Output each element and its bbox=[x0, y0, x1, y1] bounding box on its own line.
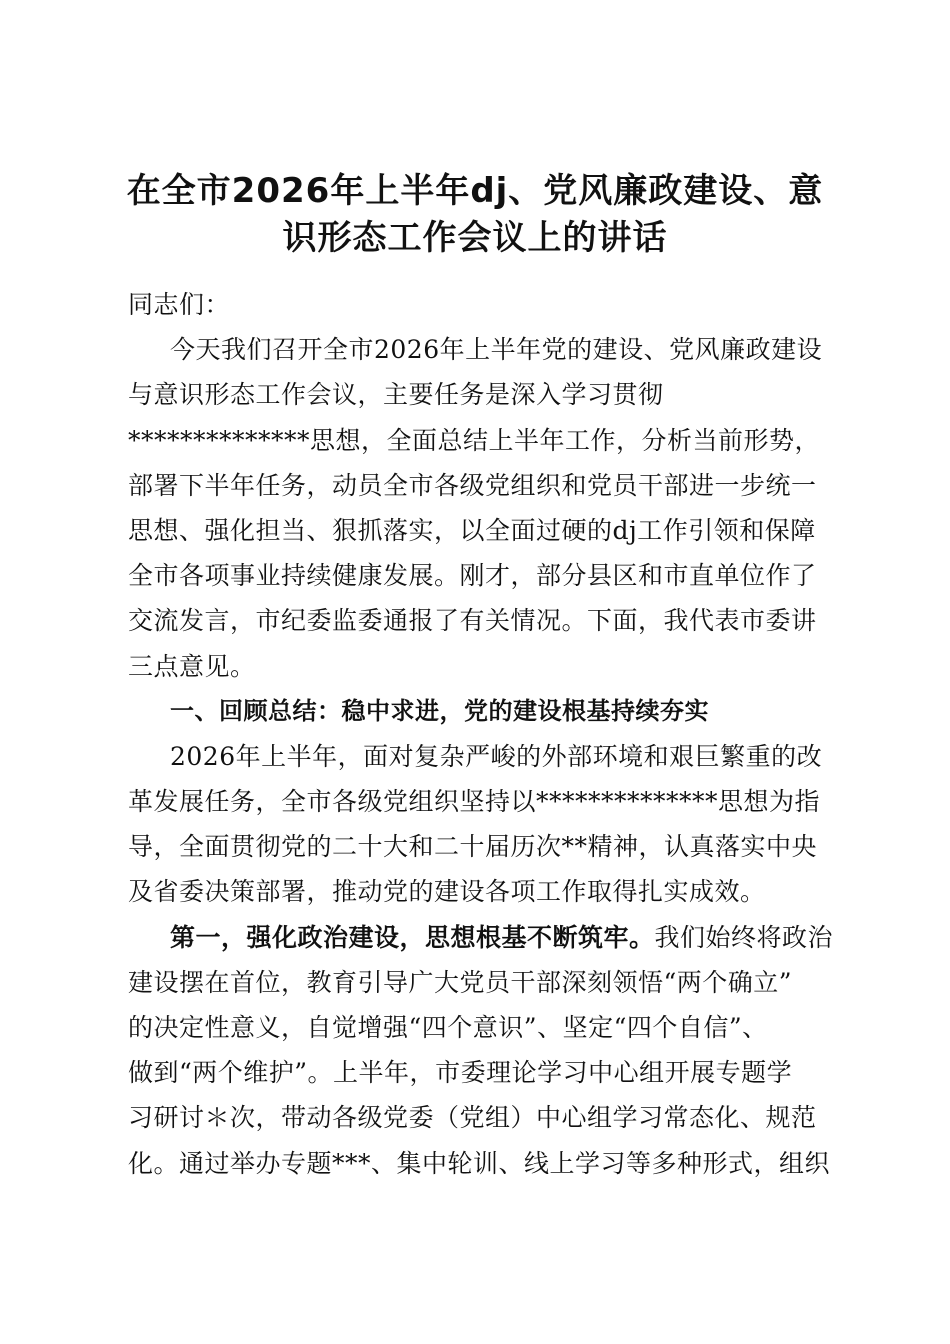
intro-line: 部署下半年任务，动员全市各级党组织和党员干部进一步统一 bbox=[128, 470, 817, 500]
paragraph-line: 习研讨＊次，带动各级党委（党组）中心组学习常态化、规范 bbox=[128, 1103, 817, 1133]
paragraph-line: 2026年上半年，面对复杂严峻的外部环境和艰巨繁重的改 bbox=[170, 741, 823, 771]
intro-line: 与意识形态工作会议，主要任务是深入学习贯彻 bbox=[128, 380, 664, 410]
title-line-1: 在全市2026年上半年dj、党风廉政建设、意 bbox=[126, 171, 824, 211]
document-title bbox=[120, 168, 830, 262]
intro-line: 思想、强化担当、狠抓落实，以全面过硬的dj工作引领和保障 bbox=[128, 515, 816, 545]
paragraph-line: 导，全面贯彻党的二十大和二十届历次**精神，认真落实中央 bbox=[128, 832, 818, 862]
document-body bbox=[128, 282, 833, 1186]
paragraph-line: 及省委决策部署，推动党的建设各项工作取得扎实成效。 bbox=[128, 877, 766, 907]
intro-line: 今天我们召开全市2026年上半年党的建设、党风廉政建设 bbox=[170, 335, 823, 365]
intro-line: **************思想，全面总结上半年工作，分析当前形势， bbox=[128, 425, 821, 455]
point-lead: 第一，强化政治建设，思想根基不断筑牢。 bbox=[170, 922, 655, 952]
paragraph-line: 建设摆在首位，教育引导广大党员干部深刻领悟“两个确立” bbox=[128, 967, 793, 997]
section-heading: 一、回顾总结：稳中求进，党的建设根基持续夯实 bbox=[170, 696, 709, 725]
title-line-2: 识形态工作会议上的讲话 bbox=[282, 218, 668, 258]
paragraph-line: 的决定性意义，自觉增强“四个意识”、坚定“四个自信”、 bbox=[128, 1013, 768, 1042]
point-first-line bbox=[128, 915, 833, 960]
paragraph-line: 革发展任务，全市各级党组织坚持以**************思想为指 bbox=[128, 787, 821, 817]
salutation: 同志们： bbox=[128, 290, 231, 319]
paragraph-line: 化。通过举办专题***、集中轮训、线上学习等多种形式，组织 bbox=[128, 1148, 831, 1178]
intro-line: 交流发言，市纪委监委通报了有关情况。下面，我代表市委讲 bbox=[128, 606, 817, 636]
intro-line: 三点意见。 bbox=[128, 651, 256, 681]
point-rest: 我们始终将政治 bbox=[654, 922, 834, 952]
intro-line: 全市各项事业持续健康发展。刚才，部分县区和市直单位作了 bbox=[128, 561, 817, 591]
paragraph-line: 做到“两个维护”。上半年，市委理论学习中心组开展专题学 bbox=[128, 1058, 793, 1088]
